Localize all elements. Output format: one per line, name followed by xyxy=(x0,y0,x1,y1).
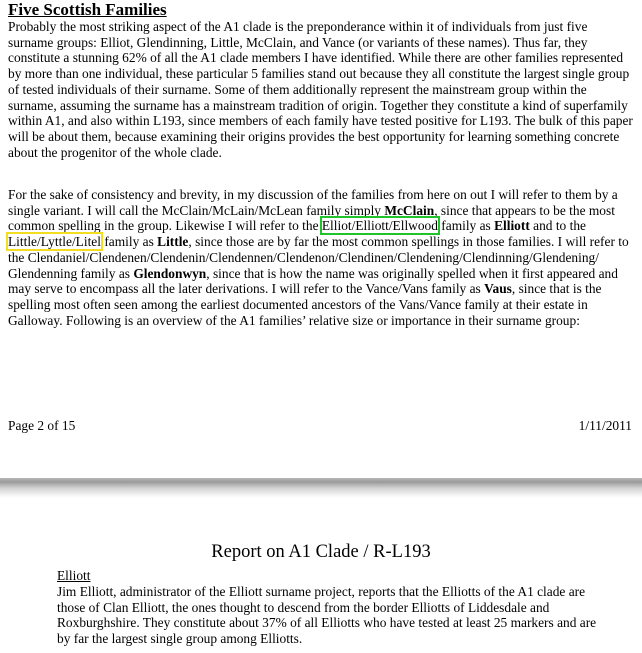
paragraph-text: and to the xyxy=(529,218,586,234)
paragraph-text: , since that is the spelling most often seen among the earliest documented ancestors of the Vans/Vance family at their estate in Galloway. Following is an overview of the A1 families’ relative size or importance in their surname group: xyxy=(8,281,602,328)
body-paragraph-elliott: Jim Elliott, administrator of the Elliott surname project, reports that the Elliotts of the A1 clade are those of Clan Elliott, the ones thought to descend from the border Elliotts of Liddesdale and Roxburghshire. They constitute about 37% of all Elliotts who have tested at least 25 markers and are by far the largest single group among Elliotts. xyxy=(57,584,597,647)
bold-surname-little: Little xyxy=(157,234,189,250)
bold-surname-vaus: Vaus xyxy=(484,281,512,297)
report-title: Report on A1 Clade / R-L193 xyxy=(211,542,431,562)
bold-surname-mcclain: McClain xyxy=(384,202,435,218)
page-date: 1/11/2011 xyxy=(578,418,632,433)
bold-surname-glendonwyn: Glendonwyn xyxy=(133,265,207,281)
bold-surname-elliott: Elliott xyxy=(494,218,530,234)
section-heading: Five Scottish Families xyxy=(8,0,167,19)
highlight-box-elliot-variants: Elliot/Elliott/Ellwood xyxy=(321,218,438,234)
paragraph-text: , since that is how the name was originally spelled when it first appeared and may serve to encompass all the later derivations. I will refer to the Vance/Vans family as xyxy=(8,265,618,297)
page-separator xyxy=(0,478,642,498)
paragraph-text: For the sake of consistency and brevity, in my discussion of the families from here on out I will refer to them by a single variant. I will call the McClain/McLain/McLean family simply xyxy=(8,187,618,218)
page-number: Page 2 of 15 xyxy=(8,418,76,433)
document-page-3 xyxy=(0,498,642,653)
body-paragraph-1: Probably the most striking aspect of the A1 clade is the preponderance within it of individuals from just five surname groups: Elliot, Glendinning, Little, McClain, and Vance (or variants of these names). Thus far, they constitute a stunning 62% of all the A1 clade members I have identified. While there are other families represented by more than one individual, these particular 5 families stand out because they all constitute the largest single group of tested individuals of their surname. Some of them additionally represent the mainstream group within the surname, assuming the surname has a mainstream tradition of origin. Together they constitute a kind of superfamily within A1, and also within L193, since members of each family have tested positive for L193. The bulk of this paper will be about them, because examining their origins provides the best opportunity for learning something concrete about the progenitor of the whole clade. xyxy=(8,19,633,160)
body-paragraph-2 xyxy=(8,187,636,328)
subsection-heading-elliott: Elliott xyxy=(57,568,91,583)
paragraph-text: , since those are by far the most common spellings in those families. I will refer to the Clendaniel/Clendenen/Clendenin/Clendennen/Clendenon/Clendinen/Clendening/Clendinning/Glendening/ Glendenning family as xyxy=(8,234,629,281)
paragraph-text: family as xyxy=(100,234,158,250)
paragraph-text: family as xyxy=(437,218,495,234)
paragraph-text: , since that appears to be the most common spelling in the group. Likewise I will refer to the xyxy=(8,202,615,234)
highlight-box-little-variants: Little/Lyttle/Litel xyxy=(8,234,101,250)
